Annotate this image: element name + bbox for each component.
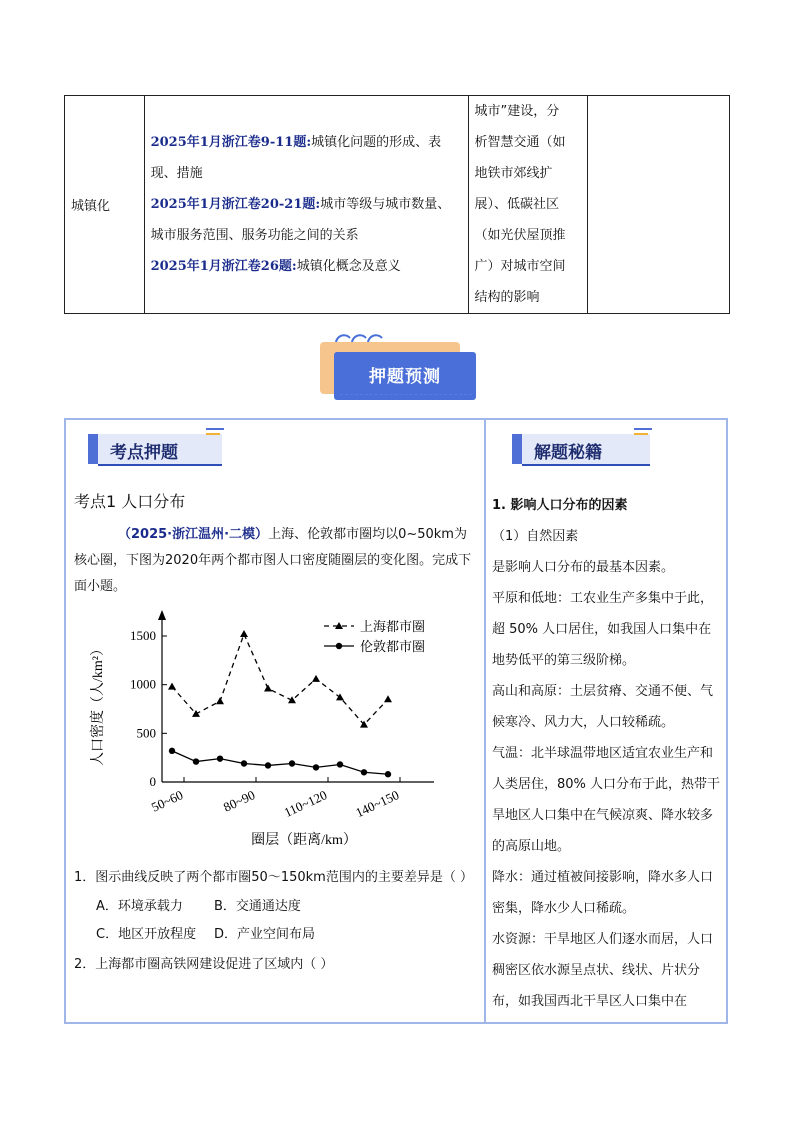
data-point-circle — [361, 769, 367, 775]
right-content — [492, 490, 724, 1017]
option-a[interactable]: A．环境承载力 — [96, 899, 183, 914]
exam-reference: 2025年1月浙江卷20-21题:城市等级与城市数量、城市服务范围、服务功能之间的关系 — [150, 197, 451, 243]
data-point-triangle — [312, 675, 320, 682]
data-point-circle — [385, 771, 391, 777]
question-1-options — [96, 895, 478, 919]
legend-label: 伦敦都市圈 — [360, 639, 426, 654]
tip-heading: 1. 影响人口分布的因素 — [492, 498, 628, 513]
right-section-header: 解题秘籍 — [512, 434, 652, 466]
topic-title: 考点1 人口分布 — [74, 492, 186, 511]
data-point-circle — [241, 760, 247, 766]
series-line-1 — [172, 751, 388, 774]
tip-paragraph: 气温：北半球温带地区适宜农业生产和人类居住，80% 人口分布于此，热带干旱地区人口集中在气候凉爽、降水较多的高原山地。 — [492, 746, 721, 854]
population-density-chart — [74, 604, 454, 854]
empty-cell — [588, 96, 730, 314]
data-point-triangle — [264, 685, 272, 692]
x-tick-label: 110~120 — [281, 787, 330, 820]
legend-marker — [336, 643, 342, 649]
section-banner — [318, 330, 478, 405]
category-cell: 城镇化 — [65, 96, 145, 314]
x-tick-label: 80~90 — [220, 787, 258, 815]
tip-paragraph: 水资源：干旱地区人们逐水而居，人口稠密区依水源呈点状、线状、片状分布，如我国西北干旱区人口集中在 — [492, 932, 714, 1009]
y-axis-arrow — [158, 610, 166, 620]
exam-reference: 2025年1月浙江卷26题:城镇化概念及意义 — [150, 259, 401, 274]
trend-cell: 城市”建设，分 析智慧交通（如 地铁市郊线扩 展）、低碳社区 （如光伏屋顶推 广）对城市空间 结构的影响 — [468, 96, 588, 314]
question-2: 2．上海都市圈高铁网建设促进了区域内（ ） — [74, 957, 334, 972]
option-c[interactable]: C．地区开放程度 — [96, 927, 197, 942]
banner-title: 押题预测 — [369, 367, 441, 387]
left-section-header: 考点押题 — [88, 434, 228, 466]
y-tick-label: 0 — [149, 774, 156, 789]
option-d[interactable]: D．产业空间布局 — [214, 927, 316, 942]
data-point-triangle — [192, 710, 200, 717]
x-tick-label: 140~150 — [353, 787, 402, 821]
exam-reference: 2025年1月浙江卷9-11题:城镇化问题的形成、表现、措施 — [150, 135, 442, 181]
question-1-options-row2 — [96, 923, 478, 947]
left-content — [74, 490, 478, 977]
option-b[interactable]: B．交通通达度 — [214, 899, 301, 914]
tip-paragraph: 高山和高原：土层贫瘠、交通不便、气候寒冷、风力大，人口较稀疏。 — [492, 684, 714, 730]
data-point-circle — [313, 764, 319, 770]
data-point-circle — [289, 760, 295, 766]
data-point-circle — [337, 761, 343, 767]
data-point-circle — [217, 755, 223, 761]
x-axis-label: 圈层（距离/km） — [251, 833, 357, 848]
y-tick-label: 500 — [136, 725, 156, 741]
summary-table — [64, 95, 730, 314]
y-tick-label: 1000 — [130, 676, 156, 692]
data-point-circle — [169, 748, 175, 754]
legend-label: 上海都市圈 — [360, 619, 426, 634]
data-point-circle — [193, 758, 199, 764]
y-axis-label: 人口密度（人/km²） — [91, 642, 106, 766]
tip-paragraph: 是影响人口分布的最基本因素。 — [492, 560, 675, 575]
data-point-triangle — [384, 695, 392, 702]
data-point-triangle — [168, 683, 176, 690]
data-point-triangle — [240, 630, 248, 637]
tip-paragraph: 降水：通过植被间接影响，降水多人口密集，降水少人口稀疏。 — [492, 870, 714, 916]
data-point-triangle — [216, 697, 224, 704]
exam-references-cell — [144, 96, 468, 314]
question-1: 1．图示曲线反映了两个都市圈50～150km范围内的主要差异是（ ） — [74, 870, 473, 885]
data-point-circle — [265, 762, 271, 768]
y-tick-label: 1500 — [130, 628, 156, 643]
main-panel — [64, 418, 728, 1024]
x-tick-label: 50~60 — [148, 787, 186, 815]
question-intro: （2025·浙江温州·二模）上海、伦敦都市圈均以0~50km为核心圈，下图为2020年两个都市图人口密度随圈层的变化图。完成下面小题。 — [74, 527, 472, 594]
tip-paragraph: 平原和低地：工农业生产多集中于此，超 50% 人口居住，如我国人口集中在地势低平的第三级阶梯。 — [492, 591, 714, 668]
tip-subheading: （1）自然因素 — [492, 529, 579, 544]
series-line-0 — [172, 634, 388, 725]
